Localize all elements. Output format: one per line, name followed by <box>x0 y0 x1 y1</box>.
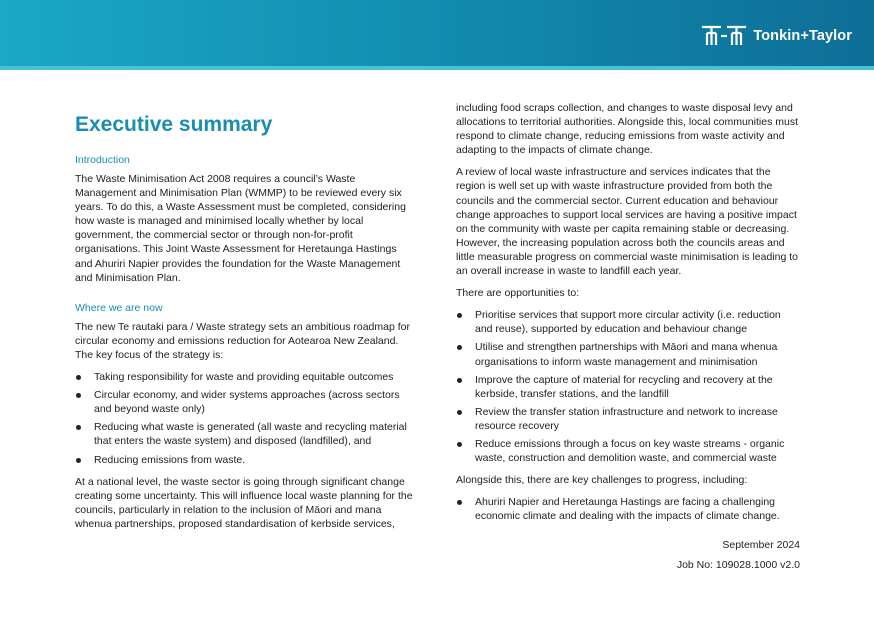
infrastructure-review-paragraph: A review of local waste infrastructure and services indicates that the region is well set up with waste infrastructure provided from both the councils and the commercial sector. Current education and behaviour change approaches to support local services are having a positive impact on the community with waste per capita remaining stable or decreasing. However, the increasing population across both the councils areas and little measurable progress on commercial waste minimisation is leading to an overall increase in waste to landfill each year. <box>456 166 798 278</box>
bullet-icon <box>457 313 462 318</box>
list-item: Reduce emissions through a focus on key waste streams - organic waste, construction and demolition waste, and commercial waste <box>456 437 798 465</box>
list-item: Improve the capture of material for recycling and recovery at the kerbside, transfer stations, and the landfill <box>456 373 798 401</box>
job-number: Job No: 109028.1000 v2.0 <box>676 559 800 571</box>
strategy-intro-paragraph: The new Te rautaki para / Waste strategy sets an ambitious roadmap for circular economy and emissions reduction for Aotearoa New Zealand. The key focus of the strategy is: <box>75 320 410 361</box>
bullet-icon <box>457 378 462 383</box>
national-level-paragraph-continued: including food scraps collection, and changes to waste disposal levy and allocations to territorial authorities. Alongside this, local communities must respond to climate change, reducing emissions from waste activity and adapting to the impacts of climate change. <box>456 102 798 157</box>
introduction-heading: Introduction <box>75 154 130 166</box>
right-column <box>456 101 798 531</box>
list-item: Ahuriri Napier and Heretaunga Hastings are facing a challenging economic climate and dealing with the impacts of climate change. <box>456 495 798 523</box>
tonkin-taylor-logo-icon <box>701 25 747 47</box>
bullet-icon <box>76 458 81 463</box>
where-we-are-heading: Where we are now <box>75 301 163 314</box>
list-item: Prioritise services that support more circular activity (i.e. reduction and reuse), supported by education and behaviour change <box>456 308 798 336</box>
logo-text: Tonkin+Taylor <box>753 28 852 44</box>
bullet-icon <box>76 393 81 398</box>
left-column <box>75 112 413 539</box>
list-item: Taking responsibility for waste and providing equitable outcomes <box>75 370 413 384</box>
national-level-paragraph: At a national level, the waste sector is going through significant change creating some uncertainty. This will influence local waste planning for the councils, particularly in relation to the inclusion of Māori and mana whenua partnerships, proposed standardisation of kerbside services, <box>75 475 413 530</box>
bullet-icon <box>76 425 81 430</box>
page-title: Executive summary <box>75 113 273 136</box>
opportunities-list <box>456 308 798 465</box>
challenges-list <box>456 495 798 523</box>
list-item: Review the transfer station infrastructure and network to increase resource recovery <box>456 405 798 433</box>
strategy-focus-list <box>75 370 413 467</box>
company-logo <box>701 24 852 48</box>
bullet-icon <box>457 442 462 447</box>
list-item: Utilise and strengthen partnerships with Māori and mana whenua organisations to inform waste management and minimisation <box>456 340 798 368</box>
bullet-icon <box>457 500 462 505</box>
list-item: Reducing what waste is generated (all waste and recycling material that enters the waste system) and disposed (landfilled), and <box>75 420 413 448</box>
list-item: Reducing emissions from waste. <box>75 453 413 467</box>
report-date: September 2024 <box>722 539 800 551</box>
bullet-icon <box>76 375 81 380</box>
list-item: Circular economy, and wider systems approaches (across sectors and beyond waste only) <box>75 388 413 416</box>
bullet-icon <box>457 345 462 350</box>
opportunities-intro: There are opportunities to: <box>456 287 580 300</box>
challenges-intro: Alongside this, there are key challenges to progress, including: <box>456 474 748 487</box>
bullet-icon <box>457 410 462 415</box>
introduction-paragraph: The Waste Minimisation Act 2008 requires a council’s Waste Management and Minimisation Plan (WMMP) to be reviewed every six years. To do this, a Waste Assessment must be completed, considering how waste is managed and minimised locally whether by local government, the commercial sector or through non-for-profit organisations. This Joint Waste Assessment for Heretaunga Hastings and Ahuriri Napier provides the foundation for the Waste Management and Minimisation Plan. <box>75 173 406 284</box>
header-band <box>0 0 874 70</box>
